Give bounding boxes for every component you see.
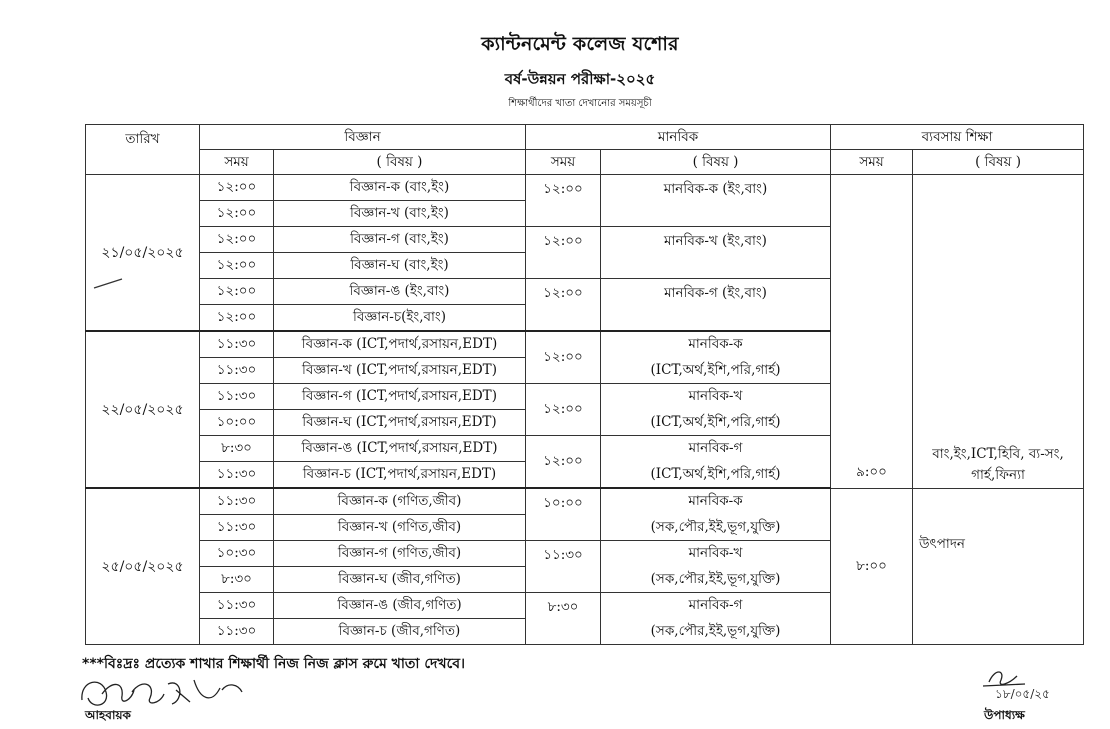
date-cell: ২৫/০৫/২০২৫ — [86, 488, 200, 645]
group-header-humanities: মানবিক — [526, 125, 831, 150]
hum-time: ১০:০০ — [526, 488, 601, 541]
date-cell: ২২/০৫/২০২৫ — [86, 331, 200, 488]
sci-subject: বিজ্ঞান-ক (বাং,ইং) — [274, 175, 526, 201]
hum-subject-title: মানবিক-গ — [601, 436, 831, 462]
institution-name: ক্যান্টনমেন্ট কলেজ যশোর — [481, 33, 679, 55]
table-row — [86, 175, 1084, 201]
sci-time: ১১:৩০ — [200, 331, 274, 358]
time-header: সময় — [200, 150, 274, 175]
group-header-science: বিজ্ঞান — [200, 125, 526, 150]
sci-subject: বিজ্ঞান-ঘ (জীব,গণিত) — [274, 567, 526, 593]
sci-time: ১২:০০ — [200, 175, 274, 201]
sci-time: ১২:০০ — [200, 305, 274, 332]
sci-subject: বিজ্ঞান-খ (ICT,পদার্থ,রসায়ন,EDT) — [274, 358, 526, 384]
sci-time: ১১:৩০ — [200, 488, 274, 515]
time-header: সময় — [831, 150, 913, 175]
hum-subject-title: মানবিক-খ — [601, 541, 831, 567]
sci-subject: বিজ্ঞান-চ(ইং,বাং) — [274, 305, 526, 332]
date-column-header: তারিখ — [86, 125, 200, 175]
sci-time: ১১:৩০ — [200, 515, 274, 541]
sci-subject: বিজ্ঞান-গ (ICT,পদার্থ,রসায়ন,EDT) — [274, 384, 526, 410]
sci-time: ১০:৩০ — [200, 541, 274, 567]
hum-subject: মানবিক-খ (ইং,বাং) — [601, 227, 831, 279]
hum-subject-title: মানবিক-ক — [601, 331, 831, 358]
hum-time: ৮:৩০ — [526, 593, 601, 645]
sci-time: ১১:৩০ — [200, 358, 274, 384]
sci-subject: বিজ্ঞান-খ (বাং,ইং) — [274, 201, 526, 227]
vice-principal-signature — [975, 662, 1095, 708]
table-row — [86, 488, 1084, 515]
header-row-columns — [86, 150, 1084, 175]
hum-subject-title: মানবিক-ক — [601, 488, 831, 515]
sci-subject: বিজ্ঞান-ঘ (বাং,ইং) — [274, 253, 526, 279]
sci-subject: বিজ্ঞান-ক (গণিত,জীব) — [274, 488, 526, 515]
document-header — [0, 30, 1110, 113]
sci-time: ১২:০০ — [200, 279, 274, 305]
sci-time: ১১:৩০ — [200, 593, 274, 619]
sci-subject: বিজ্ঞান-ঙ (ইং,বাং) — [274, 279, 526, 305]
business-subject: বাং,ইং,ICT,হিবি, ব্য-সং, গার্হ,ফিন্যা — [913, 175, 1084, 489]
sci-time: ১২:০০ — [200, 253, 274, 279]
hum-subject: মানবিক-গ (ইং,বাং) — [601, 279, 831, 332]
subject-header: ( বিষয় ) — [601, 150, 831, 175]
hum-subject-title: মানবিক-গ — [601, 593, 831, 619]
business-time: ৮:০০ — [831, 488, 913, 645]
sci-time: ১১:৩০ — [200, 619, 274, 645]
subject-header: ( বিষয় ) — [913, 150, 1084, 175]
sci-subject: বিজ্ঞান-চ (ICT,পদার্থ,রসায়ন,EDT) — [274, 462, 526, 489]
sci-subject: বিজ্ঞান-ঙ (জীব,গণিত) — [274, 593, 526, 619]
hum-subject-title: মানবিক-খ — [601, 384, 831, 410]
business-time: ৯:০০ — [831, 175, 913, 489]
hum-subject-detail: (ICT,অর্থ,ইশি,পরি,গার্হ) — [601, 462, 831, 489]
hum-time: ১২:০০ — [526, 175, 601, 227]
hum-time: ১২:০০ — [526, 279, 601, 332]
hum-time: ১২:০০ — [526, 436, 601, 489]
hum-subject-detail: (সক,পৌর,ইই,ভূগ,যুক্তি) — [601, 515, 831, 541]
sci-subject: বিজ্ঞান-গ (গণিত,জীব) — [274, 541, 526, 567]
hum-time: ১১:৩০ — [526, 541, 601, 593]
sci-subject: বিজ্ঞান-ঘ (ICT,পদার্থ,রসায়ন,EDT) — [274, 410, 526, 436]
exam-title: বর্ষ-উন্নয়ন পরীক্ষা-২০২৫ — [504, 70, 656, 88]
sci-subject: বিজ্ঞান-ঙ (ICT,পদার্থ,রসায়ন,EDT) — [274, 436, 526, 462]
sci-time: ৮:৩০ — [200, 436, 274, 462]
sci-time: ৮:৩০ — [200, 567, 274, 593]
signature-date: ১৮/০৫/২৫ — [995, 687, 1050, 701]
sci-time: ১১:৩০ — [200, 462, 274, 489]
time-header: সময় — [526, 150, 601, 175]
sci-time: ১২:০০ — [200, 227, 274, 253]
hum-subject-detail: (ICT,অর্থ,ইশি,পরি,গার্হ) — [601, 358, 831, 384]
header-row-groups — [86, 125, 1084, 150]
sci-subject: বিজ্ঞান-চ (জীব,গণিত) — [274, 619, 526, 645]
pen-stroke-mark — [92, 276, 126, 290]
date-cell: ২১/০৫/২০২৫ — [86, 175, 200, 332]
group-header-business: ব্যবসায় শিক্ষা — [831, 125, 1084, 150]
hum-time: ১২:০০ — [526, 331, 601, 384]
sci-subject: বিজ্ঞান-গ (বাং,ইং) — [274, 227, 526, 253]
hum-time: ১২:০০ — [526, 384, 601, 436]
subject-header: ( বিষয় ) — [274, 150, 526, 175]
hum-subject: মানবিক-ক (ইং,বাং) — [601, 175, 831, 227]
hum-time: ১২:০০ — [526, 227, 601, 279]
sci-time: ১২:০০ — [200, 201, 274, 227]
convener-label: আহবায়ক — [85, 708, 131, 722]
business-subject: উৎপাদন — [913, 488, 1084, 645]
sci-time: ১০:০০ — [200, 410, 274, 436]
hum-subject-detail: (ICT,অর্থ,ইশি,পরি,গার্হ) — [601, 410, 831, 436]
sci-subject: বিজ্ঞান-খ (গণিত,জীব) — [274, 515, 526, 541]
sci-time: ১১:৩০ — [200, 384, 274, 410]
sci-subject: বিজ্ঞান-ক (ICT,পদার্থ,রসায়ন,EDT) — [274, 331, 526, 358]
footer-note: ***বিঃদ্রঃ প্রত্যেক শাখার শিক্ষার্থী নিজ নিজ ক্লাস রুমে খাতা দেখবে। — [82, 656, 466, 672]
vice-principal-label: উপাধ্যক্ষ — [984, 708, 1025, 722]
hum-subject-detail: (সক,পৌর,ইই,ভূগ,যুক্তি) — [601, 619, 831, 645]
schedule-subtitle: শিক্ষার্থীদের খাতা দেখানোর সময়সূচী — [508, 98, 652, 109]
schedule-table — [85, 124, 1084, 645]
hum-subject-detail: (সক,পৌর,ইই,ভূগ,যুক্তি) — [601, 567, 831, 593]
